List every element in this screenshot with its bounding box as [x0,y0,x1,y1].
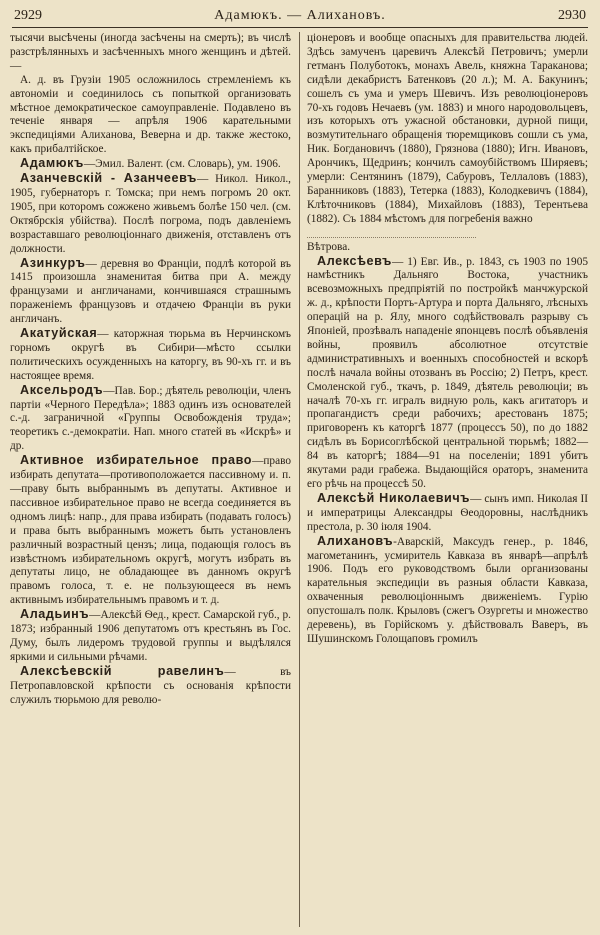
entry-text: —право избирать депутата—противоположается пассивному и. п.—праву быть выбраннымъ въ депутаты. Активное и пассивное избирательное право не всегда соединяется въ одномъ лицѣ: напр., для права избирать (подавать голосъ) и права быть выбраннымъ можетъ быть установленъ различный возрастный цензъ; лица, подающія голосъ въ извѣстномъ избирательномъ округѣ, могутъ избрать въ депутаты лицо, не обладающее въ данномъ округѣ правомъ голоса, т. е. не пользующееся въ немъ активнымъ избирательнымъ правомъ и т. д. [10,455,291,607]
paragraph: А. д. въ Грузіи 1905 осложнилось стремленіемъ къ автономіи и соединилось съ попыткой организовать мѣстное демократическое самоуправленіе. Подавлено въ теченіе января — апрѣля 1906 карательными экспедиціями Алиханова, Веверна и др. также жестоко, какъ прибалтійское. [10,73,291,156]
paragraph: ціонеровъ и вообще опасныхъ для правительства людей. Здѣсь замученъ царевичъ Алексѣй Петровичъ; умерли гетманъ Полуботокъ, монахъ Авель, княжна Тараканова; сидѣли декабристъ Батенковъ (20 л.); М. А. Бакунинъ; сошелъ съ ума и умеръ Шевичъ. Изъ революціонеровъ 70-хъ годовъ Нечаевъ (ум. 1883) и много народовольцевъ, изъ которыхъ отъ ужасной обстановки, дурной пищи, возмутительнаго обращенія тюремщиковъ сошли съ ума, Ник. Богдановичъ (1880), Грязнова (1880); Игн. Ивановъ, Арончикъ, Щедринъ; кончилъ самоубійствомъ Ширяевъ; умерли: Сентянинъ (1879), Сабуровъ, Теллаловъ (1883), Баранниковъ (1883), Тетерка (1883), Колодкевичъ (1884), Клѣточниковъ (1884), Михайловъ (1883), Терентьева (1882). Съ 1884 мѣстомъ для погребенія важно [307,32,588,225]
entry [307,255,588,492]
entry-headword: Аксельродъ [20,382,104,397]
entry-text: — деревня во Франціи, подлѣ которой въ 1415 произошла знаменитая битва при А. между французами и англичанами, кончившаяся страшнымъ пораженіемъ французовъ и отдачею Франціи въ руки англичанъ. [10,257,291,326]
entry-text: — 1) Евг. Ив., р. 1843, съ 1903 по 1905 намѣстникъ Дальняго Востока, участникъ всевозможныхъ предпріятій по постройкѣ манчжурской ж. д., крѣпости Портъ-Артура и порта Дальняго, лѣсныхъ операцій на р. Ялу, много содѣйствовалъ разрыву съ Японіей, прозѣвалъ нападеніе японцевъ послѣ объявленія войны, проявилъ абсолютное отсутствіе административныхъ и военныхъ способностей и вскорѣ послѣ начала войны отозванъ въ Россію; 2) Петръ, крест. Смоленской губ., ткачъ, р. 1849, дѣятель революціи; въ началѣ 70-хъ гг. игралъ видную роль, какъ агитаторъ и пропагандистъ среди рабочихъ; арестованъ 1875; приговоренъ къ каторгѣ 1877 (процессъ 50), по до 1882 сидѣлъ въ Борисоглѣбской центральной тюрьмѣ; 1882—84 въ каторгѣ; 1884—91 на поселеніи; 1891 убитъ якутами ради грабежа. Выдающійся ораторъ, знаменита его рѣчь на процессѣ 50. [307,255,588,490]
entry-text: — сынъ имп. Николая II и императрицы Александры Ѳеодоровны, наслѣдникъ престола, р. 30 іюля 1904. [307,492,588,533]
entry [10,454,291,608]
illegible-gap [307,227,588,241]
entry-headword: Алексѣевскій равелинъ [20,663,225,678]
page-number-right: 2930 [558,8,586,23]
entry-headword: Акатуйская [20,326,98,341]
left-column [10,32,291,708]
paragraph-end: Вѣтрова. [307,240,351,253]
illegible-lines [307,228,476,238]
entry-headword: Алексѣй Николаевичъ [317,490,471,505]
entry [10,608,291,665]
entry-text: —Пав. Бор.; дѣятель революціи, членъ партіи «Черного Передѣла»; 1883 одинъ изъ основателей с.-д. заграничной «Группы Освобожденія труда»; теоретикъ с.-демократіи. Нап. много статей въ «Искрѣ» и др. [10,384,291,453]
header-title: Адамюкъ. — Алихановъ. [214,8,386,23]
entry [10,665,291,708]
paragraph: тысячи высѣчены (иногда засѣчены на смерть); въ числѣ разстрѣлянныхъ и засѣченныхъ много женщинъ и дѣтей. — [10,32,291,72]
page-number-left: 2929 [14,8,42,23]
running-header [14,6,586,28]
entry [10,384,291,455]
entry-headword: Азинкуръ [20,255,86,270]
entry-text: —Эмил. Валент. (см. Словарь), ум. 1906. [83,158,281,171]
entry-text: — въ Петропавловской крѣпости съ основанія крѣпости служилъ тюрьмою для револю- [10,665,292,706]
entry-headword: Алексѣевъ [317,253,392,268]
entry-text: — Никол. Никол., 1905, губернаторъ г. Томска; при немъ погромъ 20 окт. 1905, при которомъ сожжено живьемъ болѣе 150 чел. (см. Октябрскія убійства). Послѣ погрома, подъ давленіемъ возраставшаго революціоннаго движенія, отставленъ отъ должности. [10,173,291,255]
entry-text: -Аварскій, Максудъ генер., р. 1846, магометанинъ, усмиритель Кавказа въ январѣ—апрѣлѣ 1906. Подъ его руководствомъ были организованы карательныя экспедиціи въ разныя области Кавказа, охваченныя революціоннымъ движеніемъ. Гурію опустошалъ полк. Крыловъ (сжегъ Озургеты и множество деревень), въ Горійскомъ у. дѣйствовалъ Ваверъ, въ Шушинскомъ Голощаповъ громилъ [307,535,588,645]
entry-headword: Алихановъ [317,533,394,548]
entry [307,535,588,647]
entry-headword: Адамюкъ [20,156,84,171]
entry-headword: Азанчевскій - Азанчеевъ [20,171,197,186]
header-rule [12,27,588,28]
entry [10,257,291,328]
column-divider [299,32,300,927]
entry-headword: Активное избирательное право [20,453,253,468]
right-column [307,32,588,647]
entry-text: — каторжная тюрьма въ Нерчинскомъ горномъ округѣ въ Сибири—мѣсто ссылки политическихъ осужденныхъ на каторгу, въ 90-хъ гг. и въ настоящее время. [10,328,291,382]
entry-text: —Алексѣй Ѳед., крест. Самарской губ., р. 1873; избранный 1906 депутатомъ отъ крестьянъ въ Гос. Думу, былъ лидеромъ трудовой группы и выдѣлялся яркими и сильными рѣчами. [10,609,291,663]
entry [307,492,588,535]
entry [10,327,291,384]
entry [10,172,291,256]
entry [10,157,291,172]
entry-headword: Аладьинъ [20,607,90,622]
